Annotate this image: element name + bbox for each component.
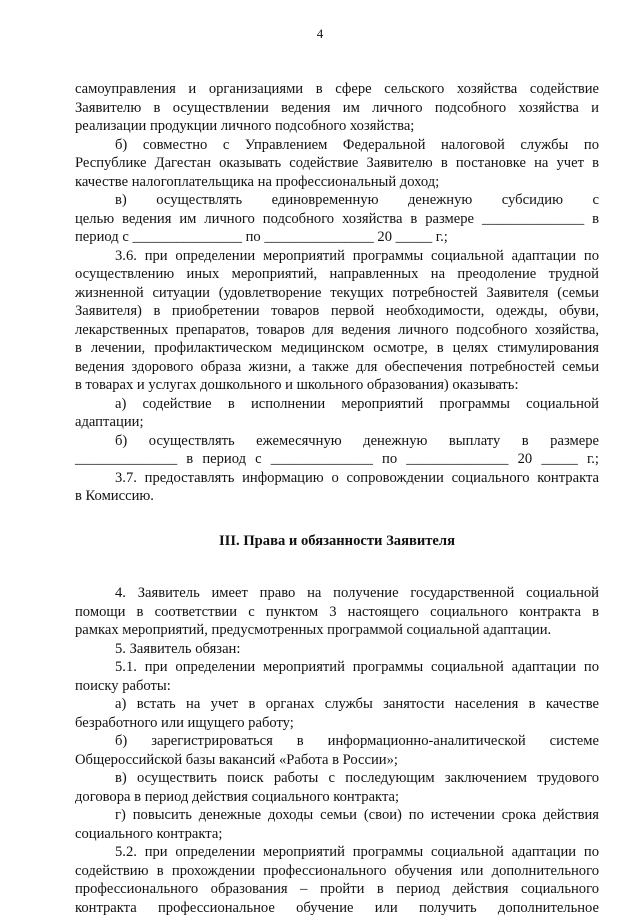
text-line: осуществлению иных мероприятий, направленных на преодоление трудной [75,265,599,284]
text-line: Республике Дагестан оказывать содействие Заявителю в постановке на учет в [75,154,599,173]
text-line: ______________ в период с ______________ по ______________ 20 _____ г.; [75,450,599,469]
text-line: в) осуществлять единовременную денежную субсидию с [75,191,599,210]
text-line: Заявителя) в приобретении товаров первой необходимости, одежды, обуви, [75,302,599,321]
text-line: а) встать на учет в органах службы занятости населения в качестве [75,695,599,714]
text-line: а) содействие в исполнении мероприятий программы социальной [75,395,599,414]
text-line: социального контракта; [75,825,599,844]
text-line: договора в период действия социального контракта; [75,788,599,807]
text-line: 4. Заявитель имеет право на получение государственной социальной [75,584,599,603]
page-number: 4 [0,26,640,42]
text-line: жизненной ситуации (удовлетворение текущих потребностей Заявителя (семьи [75,284,599,303]
text-line: профессионального образования – пройти в период действия социального [75,880,599,899]
text-line: 5. Заявитель обязан: [75,640,599,659]
document-body [75,80,599,917]
text-line: 3.6. при определении мероприятий программы социальной адаптации по [75,247,599,266]
text-line: 5.1. при определении мероприятий программы социальной адаптации по [75,658,599,677]
text-line: контракта профессиональное обучение или получить дополнительное [75,899,599,917]
text-line: содействию в прохождении профессионального обучения или дополнительного [75,862,599,881]
text-line: период с _______________ по _______________ 20 _____ г.; [75,228,599,247]
text-line: Общероссийской базы вакансий «Работа в России»; [75,751,599,770]
text-line: самоуправления и организациями в сфере сельского хозяйства содействие [75,80,599,99]
text-line: безработного или ищущего работу; [75,714,599,733]
text-line: Заявителю в осуществлении ведения им личного подсобного хозяйства и [75,99,599,118]
text-line: б) зарегистрироваться в информационно-аналитической системе [75,732,599,751]
text-line: б) осуществлять ежемесячную денежную выплату в размере [75,432,599,451]
text-line: помощи в соответствии с пунктом 3 настоящего социального контракта в [75,603,599,622]
text-line: в товарах и услугах дошкольного и школьного образования) оказывать: [75,376,599,395]
text-line: лекарственных препаратов, товаров для ведения личного подсобного хозяйства, [75,321,599,340]
text-line: реализации продукции личного подсобного хозяйства; [75,117,599,136]
section-heading: III. Права и обязанности Заявителя [75,532,599,551]
text-line: г) повысить денежные доходы семьи (свои) по истечении срока действия [75,806,599,825]
text-line: целью ведения им личного подсобного хозяйства в размере ______________ в [75,210,599,229]
text-line: поиску работы: [75,677,599,696]
text-line: адаптации; [75,413,599,432]
text-line: б) совместно с Управлением Федеральной налоговой службы по [75,136,599,155]
text-line: 5.2. при определении мероприятий программы социальной адаптации по [75,843,599,862]
text-line: в) осуществить поиск работы с последующим заключением трудового [75,769,599,788]
text-line: 3.7. предоставлять информацию о сопровождении социального контракта [75,469,599,488]
text-line: в Комиссию. [75,487,599,506]
text-line: ведения здорового образа жизни, а также для обеспечения потребностей семьи [75,358,599,377]
text-line: качестве налогоплательщика на профессиональный доход; [75,173,599,192]
text-line: в лечении, профилактическом медицинском осмотре, в целях стимулирования [75,339,599,358]
text-line: рамках мероприятий, предусмотренных программой социальной адаптации. [75,621,599,640]
